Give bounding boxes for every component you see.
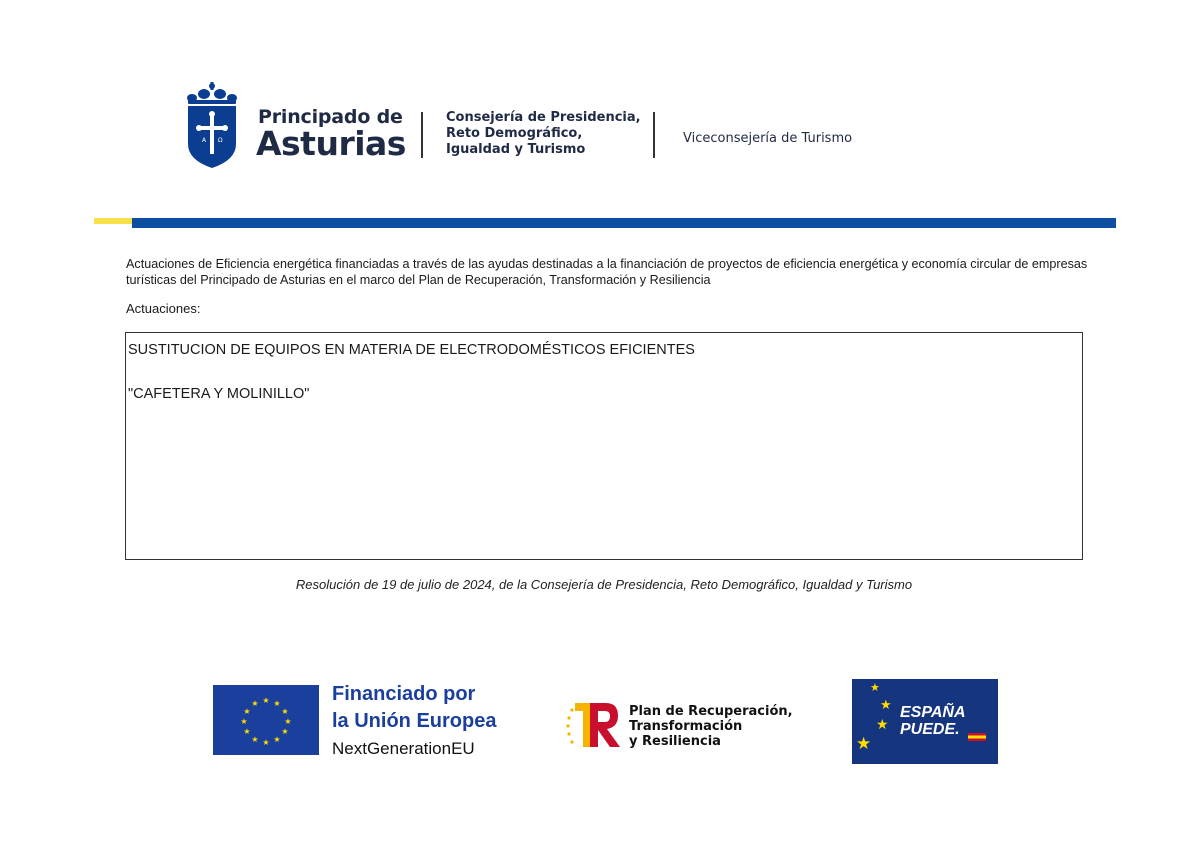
eu-flag-icon (213, 685, 319, 755)
svg-text:★: ★ (281, 727, 289, 736)
svg-text:★: ★ (273, 699, 281, 708)
svg-text:★: ★ (856, 734, 872, 754)
department-name (446, 110, 641, 158)
action-item: "CAFETERA Y MOLINILLO" (128, 386, 310, 402)
svg-text:★: ★ (273, 735, 281, 744)
svg-text:A: A (202, 137, 207, 144)
resolution-note: Resolución de 19 de julio de 2024, de la Consejería de Presidencia, Reto Demográfico, Igualdad y Turismo (295, 577, 913, 592)
department-line: Reto Demográfico, (446, 126, 583, 141)
prtr-name-line: y Resiliencia (629, 734, 721, 749)
eu-funded-line1: Financiado por (332, 683, 476, 705)
svg-text:★: ★ (243, 707, 251, 716)
org-name-line1: Principado de (258, 106, 403, 128)
prtr-logo-icon (566, 700, 622, 750)
espana-puede-line2: PUEDE. (900, 721, 960, 738)
svg-text:★: ★ (281, 707, 289, 716)
svg-text:★: ★ (240, 717, 248, 726)
org-name-line2: Asturias (256, 124, 406, 163)
actions-label: Actuaciones: (126, 301, 201, 316)
eu-program-name: NextGenerationEU (332, 739, 475, 758)
prtr-name-line: Transformación (629, 719, 743, 734)
header-band-accent (94, 218, 132, 224)
action-item: SUSTITUCION DE EQUIPOS EN MATERIA DE ELECTRODOMÉSTICOS EFICIENTES (128, 342, 695, 358)
eu-funded-line2: la Unión Europea (332, 710, 497, 732)
svg-text:★: ★ (876, 717, 889, 733)
svg-text:★: ★ (880, 698, 892, 713)
svg-text:★: ★ (251, 735, 259, 744)
department-line: Consejería de Presidencia, (446, 110, 641, 125)
svg-text:★: ★ (262, 696, 270, 705)
svg-text:★: ★ (284, 717, 292, 726)
svg-text:★: ★ (251, 699, 259, 708)
vice-department-name: Viceconsejería de Turismo (683, 131, 853, 146)
svg-text:★: ★ (243, 727, 251, 736)
svg-text:Ω: Ω (218, 137, 223, 144)
prtr-name-line: Plan de Recuperación, (629, 704, 793, 719)
header-divider (421, 112, 423, 158)
svg-text:★: ★ (870, 681, 880, 694)
prtr-name (629, 704, 793, 749)
espana-puede-line1: ESPAÑA (900, 704, 966, 721)
asturias-coat-of-arms-icon (186, 82, 238, 170)
header-divider (653, 112, 655, 158)
department-line: Igualdad y Turismo (446, 142, 586, 157)
actions-box (125, 332, 1083, 560)
svg-text:★: ★ (262, 738, 270, 747)
header-band (132, 218, 1116, 228)
intro-text: Actuaciones de Eficiencia energética financiadas a través de las ayudas destinadas a la financiación de proyectos de eficiencia energética y economía circular de empresas turísticas del Principado de Asturias en el marco del Plan de Recuperación, Transformación y Resiliencia (126, 257, 1088, 287)
